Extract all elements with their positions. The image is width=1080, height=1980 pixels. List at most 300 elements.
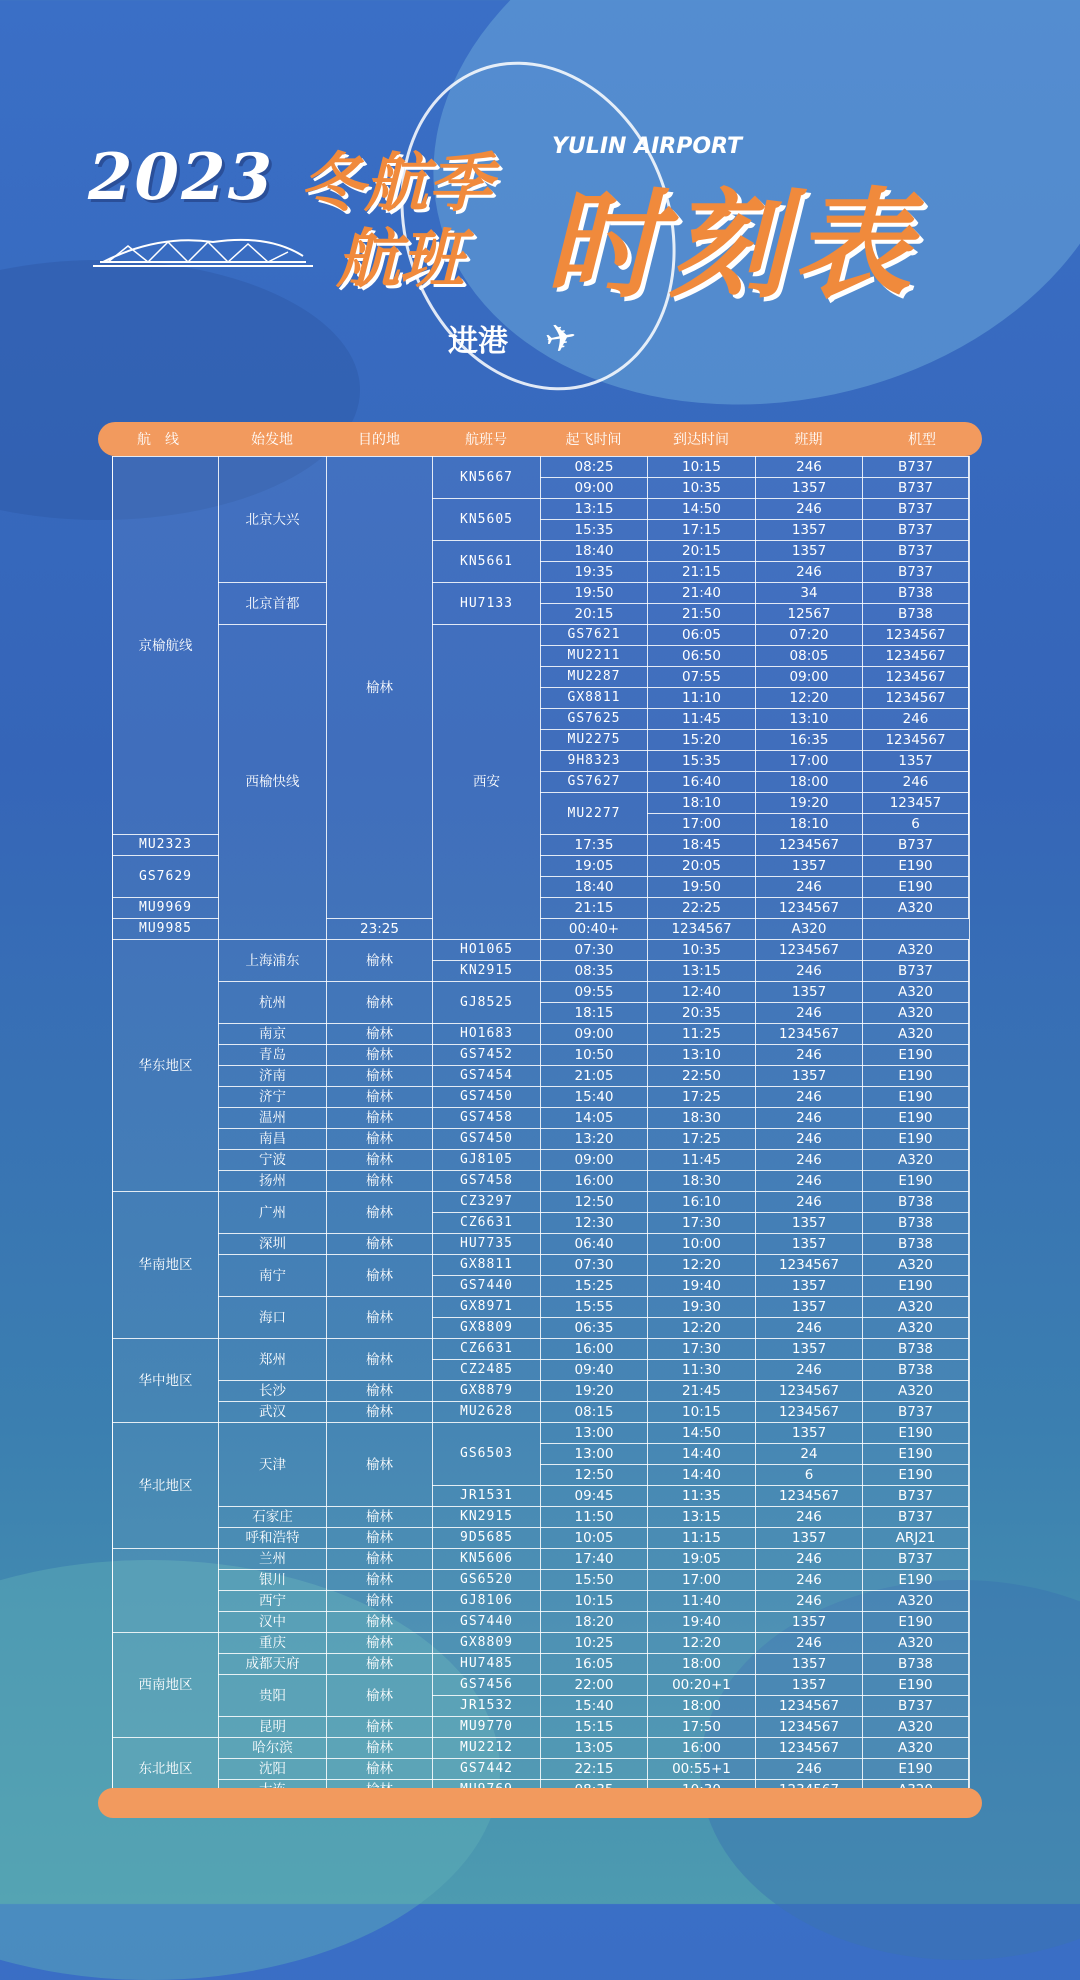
origin-cell: 济南 <box>219 1066 327 1087</box>
table-row <box>113 1591 969 1612</box>
departure-time-cell: 15:40 <box>541 1696 648 1717</box>
departure-time-cell: 10:25 <box>541 1633 648 1654</box>
flight-number-cell: HO1683 <box>433 1024 541 1045</box>
table-row <box>113 1192 969 1213</box>
flight-number-cell: GS7442 <box>433 1759 541 1780</box>
departure-time-cell: 10:15 <box>541 1591 648 1612</box>
arrival-time-cell: 16:35 <box>756 730 863 751</box>
arrival-time-cell: 11:45 <box>648 1150 756 1171</box>
aircraft-type-cell: E190 <box>863 1444 969 1465</box>
origin-cell: 南宁 <box>219 1255 327 1297</box>
destination-cell: 榆林 <box>327 1549 433 1570</box>
schedule-days-cell: 1357 <box>756 1423 863 1444</box>
flight-number-cell: GS7452 <box>433 1045 541 1066</box>
flight-number-cell: GS6503 <box>433 1423 541 1486</box>
aircraft-type-cell: E190 <box>863 1276 969 1297</box>
arrival-time-cell: 17:15 <box>648 520 756 541</box>
arrival-time-cell: 11:35 <box>648 1486 756 1507</box>
aircraft-type-cell: E190 <box>863 1171 969 1192</box>
table-row <box>113 1738 969 1759</box>
poster-year: 2023 <box>88 140 275 215</box>
departure-time-cell: 06:40 <box>541 1234 648 1255</box>
schedule-days-cell: 34 <box>756 583 863 604</box>
aircraft-type-cell: B737 <box>863 1696 969 1717</box>
airport-name: YULIN AIRPORT <box>552 134 743 159</box>
flight-number-cell: GS7458 <box>433 1171 541 1192</box>
schedule-days-cell: 246 <box>756 1591 863 1612</box>
destination-cell: 榆林 <box>327 1675 433 1717</box>
departure-time-cell: 19:50 <box>541 583 648 604</box>
aircraft-type-cell: E190 <box>863 1108 969 1129</box>
route-cell: 京榆航线 <box>113 457 219 835</box>
aircraft-type-cell: B737 <box>863 1507 969 1528</box>
schedule-days-cell: 246 <box>756 457 863 478</box>
arrival-time-cell: 18:00 <box>756 772 863 793</box>
origin-cell: 武汉 <box>219 1402 327 1423</box>
table-row <box>113 1549 969 1570</box>
aircraft-type-cell: A320 <box>863 1255 969 1276</box>
table-row <box>113 1045 969 1066</box>
aircraft-type-cell: A320 <box>863 898 969 919</box>
aircraft-type-cell: E190 <box>863 1066 969 1087</box>
departure-time-cell: 15:35 <box>648 751 756 772</box>
origin-cell: 南京 <box>219 1024 327 1045</box>
origin-cell: 郑州 <box>219 1339 327 1381</box>
flight-number-cell: GS7625 <box>541 709 648 730</box>
arrival-time-cell: 11:40 <box>648 1591 756 1612</box>
arrival-time-cell: 22:50 <box>648 1066 756 1087</box>
departure-time-cell: 18:15 <box>541 1003 648 1024</box>
flight-number-cell: HU7133 <box>433 583 541 625</box>
origin-cell: 南昌 <box>219 1129 327 1150</box>
departure-time-cell: 19:20 <box>541 1381 648 1402</box>
destination-cell: 榆林 <box>327 1423 433 1507</box>
origin-cell: 上海浦东 <box>219 940 327 982</box>
departure-time-cell: 08:35 <box>541 961 648 982</box>
schedule-days-cell: 1234567 <box>863 730 969 751</box>
arrival-time-cell: 18:00 <box>648 1696 756 1717</box>
flight-number-cell: HU7735 <box>433 1234 541 1255</box>
departure-time-cell: 12:50 <box>541 1465 648 1486</box>
arrival-time-cell: 21:45 <box>648 1381 756 1402</box>
table-row <box>113 1423 969 1444</box>
schedule-days-cell: 1234567 <box>648 919 756 940</box>
schedule-days-cell: 1234567 <box>756 1402 863 1423</box>
schedule-days-cell: 123457 <box>863 793 969 814</box>
departure-time-cell: 18:40 <box>541 877 648 898</box>
flight-number-cell: GS7456 <box>433 1675 541 1696</box>
origin-cell: 西宁 <box>219 1591 327 1612</box>
destination-cell: 榆林 <box>327 940 433 982</box>
schedule-days-cell: 1357 <box>756 1339 863 1360</box>
schedule-days-cell: 1357 <box>756 1654 863 1675</box>
aircraft-type-cell: B738 <box>863 604 969 625</box>
flight-number-cell: GJ8525 <box>433 982 541 1024</box>
flight-number-cell: KN5667 <box>433 457 541 499</box>
table-row <box>113 1066 969 1087</box>
route-cell: 华东地区 <box>113 940 219 1192</box>
title-schedule: 时刻表 <box>545 176 918 314</box>
flight-number-cell: GS7621 <box>541 625 648 646</box>
arrival-time-cell: 17:30 <box>648 1339 756 1360</box>
origin-cell: 海口 <box>219 1297 327 1339</box>
schedule-days-cell: 1357 <box>756 1612 863 1633</box>
departure-time-cell: 09:00 <box>541 1024 648 1045</box>
departure-time-cell: 17:00 <box>648 814 756 835</box>
departure-time-cell: 06:05 <box>648 625 756 646</box>
aircraft-type-cell: A320 <box>863 1633 969 1654</box>
aircraft-type-cell: B737 <box>863 562 969 583</box>
aircraft-type-cell: A320 <box>756 919 863 940</box>
destination-cell: 榆林 <box>327 1129 433 1150</box>
departure-time-cell: 07:55 <box>648 667 756 688</box>
arrival-time-cell: 14:40 <box>648 1444 756 1465</box>
table-row <box>113 1654 969 1675</box>
table-row <box>113 1759 969 1780</box>
aircraft-type-cell: A320 <box>863 1717 969 1738</box>
departure-time-cell: 22:00 <box>541 1675 648 1696</box>
schedule-days-cell: 1357 <box>756 1675 863 1696</box>
origin-cell: 汉中 <box>219 1612 327 1633</box>
column-header: 目的地 <box>358 432 400 448</box>
destination-cell: 榆林 <box>327 1108 433 1129</box>
arrival-time-cell: 00:55+1 <box>648 1759 756 1780</box>
flight-number-cell: MU2275 <box>541 730 648 751</box>
aircraft-type-cell: A320 <box>863 1381 969 1402</box>
table-row <box>113 940 969 961</box>
schedule-days-cell: 1357 <box>863 751 969 772</box>
flight-number-cell: GJ8105 <box>433 1150 541 1171</box>
departure-time-cell: 23:25 <box>327 919 433 940</box>
destination-cell: 榆林 <box>327 1339 433 1381</box>
arrival-time-cell: 11:15 <box>648 1528 756 1549</box>
table-row <box>113 1633 969 1654</box>
flight-number-cell: MU2211 <box>541 646 648 667</box>
flight-number-cell: CZ6631 <box>433 1213 541 1234</box>
departure-time-cell: 06:35 <box>541 1318 648 1339</box>
destination-cell: 榆林 <box>327 1528 433 1549</box>
flight-number-cell: GX8809 <box>433 1318 541 1339</box>
flight-number-cell: CZ3297 <box>433 1192 541 1213</box>
schedule-days-cell: 1357 <box>756 1528 863 1549</box>
destination-cell: 榆林 <box>327 1192 433 1234</box>
column-header: 机型 <box>908 432 936 448</box>
arrival-time-cell: 19:40 <box>648 1612 756 1633</box>
destination-cell: 榆林 <box>327 1255 433 1297</box>
origin-cell: 沈阳 <box>219 1759 327 1780</box>
flight-number-cell: MU2287 <box>541 667 648 688</box>
schedule-days-cell: 246 <box>756 1150 863 1171</box>
aircraft-type-cell: B737 <box>863 1549 969 1570</box>
flight-number-cell: GS6520 <box>433 1570 541 1591</box>
destination-cell: 榆林 <box>327 1381 433 1402</box>
table-row <box>113 1339 969 1360</box>
destination-cell: 榆林 <box>327 1234 433 1255</box>
schedule-days-cell: 6 <box>863 814 969 835</box>
poster-header <box>0 0 1080 420</box>
route-cell: 东北地区 <box>113 1738 219 1801</box>
arrival-time-cell: 07:20 <box>756 625 863 646</box>
aircraft-type-cell: B737 <box>863 541 969 562</box>
schedule-days-cell: 246 <box>756 1759 863 1780</box>
table-row <box>113 583 969 604</box>
table-row <box>113 1570 969 1591</box>
arrival-time-cell: 16:10 <box>648 1192 756 1213</box>
departure-time-cell: 15:50 <box>541 1570 648 1591</box>
departure-time-cell: 18:40 <box>541 541 648 562</box>
aircraft-type-cell: E190 <box>863 856 969 877</box>
schedule-days-cell: 246 <box>863 772 969 793</box>
departure-time-cell: 21:05 <box>541 1066 648 1087</box>
table-row <box>113 1234 969 1255</box>
departure-time-cell: 17:40 <box>541 1549 648 1570</box>
aircraft-type-cell: E190 <box>863 1087 969 1108</box>
departure-time-cell: 16:05 <box>541 1654 648 1675</box>
flight-number-cell: GX8971 <box>433 1297 541 1318</box>
departure-time-cell: 19:05 <box>541 856 648 877</box>
route-cell: 西南地区 <box>113 1633 219 1738</box>
table-row <box>113 457 969 478</box>
schedule-days-cell: 1357 <box>756 478 863 499</box>
schedule-days-cell: 1357 <box>756 1213 863 1234</box>
schedule-days-cell: 1234567 <box>863 667 969 688</box>
destination-cell: 榆林 <box>327 1297 433 1339</box>
arrival-time-cell: 10:15 <box>648 457 756 478</box>
departure-time-cell: 15:15 <box>541 1717 648 1738</box>
departure-time-cell: 08:25 <box>541 457 648 478</box>
aircraft-type-cell: E190 <box>863 1129 969 1150</box>
route-cell: 华北地区 <box>113 1423 219 1549</box>
table-footer-bar <box>98 1788 982 1818</box>
schedule-days-cell: 246 <box>756 1360 863 1381</box>
flight-number-cell: MU2277 <box>541 793 648 835</box>
flight-number-cell: JR1531 <box>433 1486 541 1507</box>
column-header: 到达时间 <box>673 432 729 448</box>
flight-number-cell: GS7440 <box>433 1276 541 1297</box>
flight-number-cell: CZ6631 <box>433 1339 541 1360</box>
direction-label: 进港 <box>448 324 508 359</box>
departure-time-cell: 15:25 <box>541 1276 648 1297</box>
arrival-time-cell: 21:40 <box>648 583 756 604</box>
aircraft-type-cell: E190 <box>863 1612 969 1633</box>
arrival-time-cell: 17:00 <box>756 751 863 772</box>
schedule-days-cell: 246 <box>863 709 969 730</box>
table-row <box>113 1129 969 1150</box>
departure-time-cell: 20:15 <box>541 604 648 625</box>
schedule-days-cell: 246 <box>756 1633 863 1654</box>
departure-time-cell: 15:55 <box>541 1297 648 1318</box>
departure-time-cell: 16:40 <box>648 772 756 793</box>
departure-time-cell: 07:30 <box>541 1255 648 1276</box>
column-header: 航 线 <box>137 432 179 448</box>
table-row <box>113 1171 969 1192</box>
schedule-days-cell: 246 <box>756 877 863 898</box>
schedule-days-cell: 246 <box>756 1192 863 1213</box>
schedule-days-cell: 246 <box>756 1108 863 1129</box>
arrival-time-cell: 14:40 <box>648 1465 756 1486</box>
departure-time-cell: 14:05 <box>541 1108 648 1129</box>
aircraft-type-cell: A320 <box>863 1591 969 1612</box>
flight-number-cell: MU2212 <box>433 1738 541 1759</box>
table-row <box>113 1108 969 1129</box>
flight-number-cell: GS7458 <box>433 1108 541 1129</box>
origin-cell: 宁波 <box>219 1150 327 1171</box>
origin-cell: 石家庄 <box>219 1507 327 1528</box>
aircraft-type-cell: B737 <box>863 499 969 520</box>
departure-time-cell: 15:40 <box>541 1087 648 1108</box>
aircraft-type-cell: B738 <box>863 1192 969 1213</box>
schedule-table <box>112 456 969 1801</box>
aircraft-type-cell: A320 <box>863 1003 969 1024</box>
origin-cell: 深圳 <box>219 1234 327 1255</box>
arrival-time-cell: 18:10 <box>756 814 863 835</box>
arrival-time-cell: 17:00 <box>648 1570 756 1591</box>
origin-cell: 温州 <box>219 1108 327 1129</box>
flight-number-cell: MU9985 <box>113 919 219 940</box>
arrival-time-cell: 17:30 <box>648 1213 756 1234</box>
table-row <box>113 1717 969 1738</box>
arrival-time-cell: 09:00 <box>756 667 863 688</box>
aircraft-type-cell: E190 <box>863 1465 969 1486</box>
flight-number-cell: MU9770 <box>433 1717 541 1738</box>
origin-cell: 昆明 <box>219 1717 327 1738</box>
title-flight: 航班 <box>336 223 464 297</box>
table-row <box>113 1402 969 1423</box>
schedule-days-cell: 1357 <box>756 1066 863 1087</box>
aircraft-type-cell: B737 <box>863 1486 969 1507</box>
departure-time-cell: 18:20 <box>541 1612 648 1633</box>
arrival-time-cell: 11:25 <box>648 1024 756 1045</box>
schedule-days-cell: 1234567 <box>756 1024 863 1045</box>
departure-time-cell: 15:20 <box>648 730 756 751</box>
schedule-days-cell: 1357 <box>756 520 863 541</box>
route-cell: 华南地区 <box>113 1192 219 1339</box>
destination-cell: 榆林 <box>327 1171 433 1192</box>
flight-number-cell: GS7454 <box>433 1066 541 1087</box>
flight-number-cell: GS7629 <box>113 856 219 898</box>
aircraft-type-cell: B737 <box>863 961 969 982</box>
origin-cell: 贵阳 <box>219 1675 327 1717</box>
flight-number-cell: GS7450 <box>433 1087 541 1108</box>
schedule-days-cell: 6 <box>756 1465 863 1486</box>
arrival-time-cell: 14:50 <box>648 499 756 520</box>
origin-cell: 西安 <box>433 625 541 940</box>
table-row <box>113 1024 969 1045</box>
schedule-days-cell: 246 <box>756 1507 863 1528</box>
table-row <box>113 1507 969 1528</box>
aircraft-type-cell: E190 <box>863 877 969 898</box>
schedule-days-cell: 1234567 <box>756 1696 863 1717</box>
origin-cell: 天津 <box>219 1423 327 1507</box>
flight-number-cell: MU2323 <box>113 835 219 856</box>
arrival-time-cell: 16:00 <box>648 1738 756 1759</box>
destination-cell: 榆林 <box>327 1024 433 1045</box>
flight-number-cell: CZ2485 <box>433 1360 541 1381</box>
route-cell <box>113 1549 219 1633</box>
departure-time-cell: 11:45 <box>648 709 756 730</box>
aircraft-type-cell: B738 <box>863 1234 969 1255</box>
table-header <box>98 422 982 456</box>
schedule-days-cell: 12567 <box>756 604 863 625</box>
arrival-time-cell: 19:40 <box>648 1276 756 1297</box>
departure-time-cell: 18:10 <box>648 793 756 814</box>
arrival-time-cell: 19:05 <box>648 1549 756 1570</box>
departure-time-cell: 10:05 <box>541 1528 648 1549</box>
airplane-icon: ✈ <box>541 313 581 363</box>
column-header: 起飞时间 <box>565 432 622 448</box>
schedule-days-cell: 246 <box>756 499 863 520</box>
destination-cell: 榆林 <box>327 1066 433 1087</box>
schedule-days-cell: 1357 <box>756 856 863 877</box>
destination-cell: 榆林 <box>327 1507 433 1528</box>
origin-cell: 成都天府 <box>219 1654 327 1675</box>
table-row <box>113 625 969 646</box>
arrival-time-cell: 22:25 <box>648 898 756 919</box>
table-row <box>113 1528 969 1549</box>
schedule-days-cell: 1357 <box>756 982 863 1003</box>
flight-number-cell: JR1532 <box>433 1696 541 1717</box>
destination-cell: 榆林 <box>327 1612 433 1633</box>
schedule-days-cell: 1234567 <box>756 1717 863 1738</box>
departure-time-cell: 09:45 <box>541 1486 648 1507</box>
schedule-days-cell: 1234567 <box>756 1255 863 1276</box>
departure-time-cell: 12:30 <box>541 1213 648 1234</box>
departure-time-cell: 13:05 <box>541 1738 648 1759</box>
aircraft-type-cell: B738 <box>863 583 969 604</box>
aircraft-type-cell: E190 <box>863 1759 969 1780</box>
airport-terminal-icon <box>88 232 318 272</box>
aircraft-type-cell: A320 <box>863 1318 969 1339</box>
destination-cell: 榆林 <box>327 1717 433 1738</box>
column-header: 始发地 <box>251 432 293 448</box>
departure-time-cell: 13:15 <box>541 499 648 520</box>
schedule-days-cell: 246 <box>756 1318 863 1339</box>
origin-cell: 哈尔滨 <box>219 1738 327 1759</box>
arrival-time-cell: 18:45 <box>648 835 756 856</box>
arrival-time-cell: 14:50 <box>648 1423 756 1444</box>
origin-cell: 呼和浩特 <box>219 1528 327 1549</box>
aircraft-type-cell: A320 <box>863 940 969 961</box>
aircraft-type-cell: E190 <box>863 1045 969 1066</box>
departure-time-cell: 17:35 <box>541 835 648 856</box>
departure-time-cell: 09:55 <box>541 982 648 1003</box>
destination-cell: 榆林 <box>327 982 433 1024</box>
destination-cell: 榆林 <box>327 457 433 919</box>
schedule-days-cell: 246 <box>756 961 863 982</box>
schedule-days-cell: 1234567 <box>756 898 863 919</box>
schedule-days-cell: 1234567 <box>756 1381 863 1402</box>
departure-time-cell: 09:00 <box>541 1150 648 1171</box>
destination-cell: 榆林 <box>327 1654 433 1675</box>
arrival-time-cell: 10:35 <box>648 478 756 499</box>
departure-time-cell: 16:00 <box>541 1339 648 1360</box>
arrival-time-cell: 13:15 <box>648 961 756 982</box>
flight-number-cell: KN5605 <box>433 499 541 541</box>
departure-time-cell: 21:15 <box>541 898 648 919</box>
arrival-time-cell: 12:20 <box>648 1255 756 1276</box>
arrival-time-cell: 19:30 <box>648 1297 756 1318</box>
origin-cell: 银川 <box>219 1570 327 1591</box>
origin-cell: 北京首都 <box>219 583 327 625</box>
origin-cell: 济宁 <box>219 1087 327 1108</box>
origin-cell: 青岛 <box>219 1045 327 1066</box>
origin-cell: 长沙 <box>219 1381 327 1402</box>
flight-number-cell: KN2915 <box>433 961 541 982</box>
aircraft-type-cell: B737 <box>863 457 969 478</box>
aircraft-type-cell: A320 <box>863 1738 969 1759</box>
aircraft-type-cell: E190 <box>863 1423 969 1444</box>
flight-number-cell: GX8811 <box>541 688 648 709</box>
